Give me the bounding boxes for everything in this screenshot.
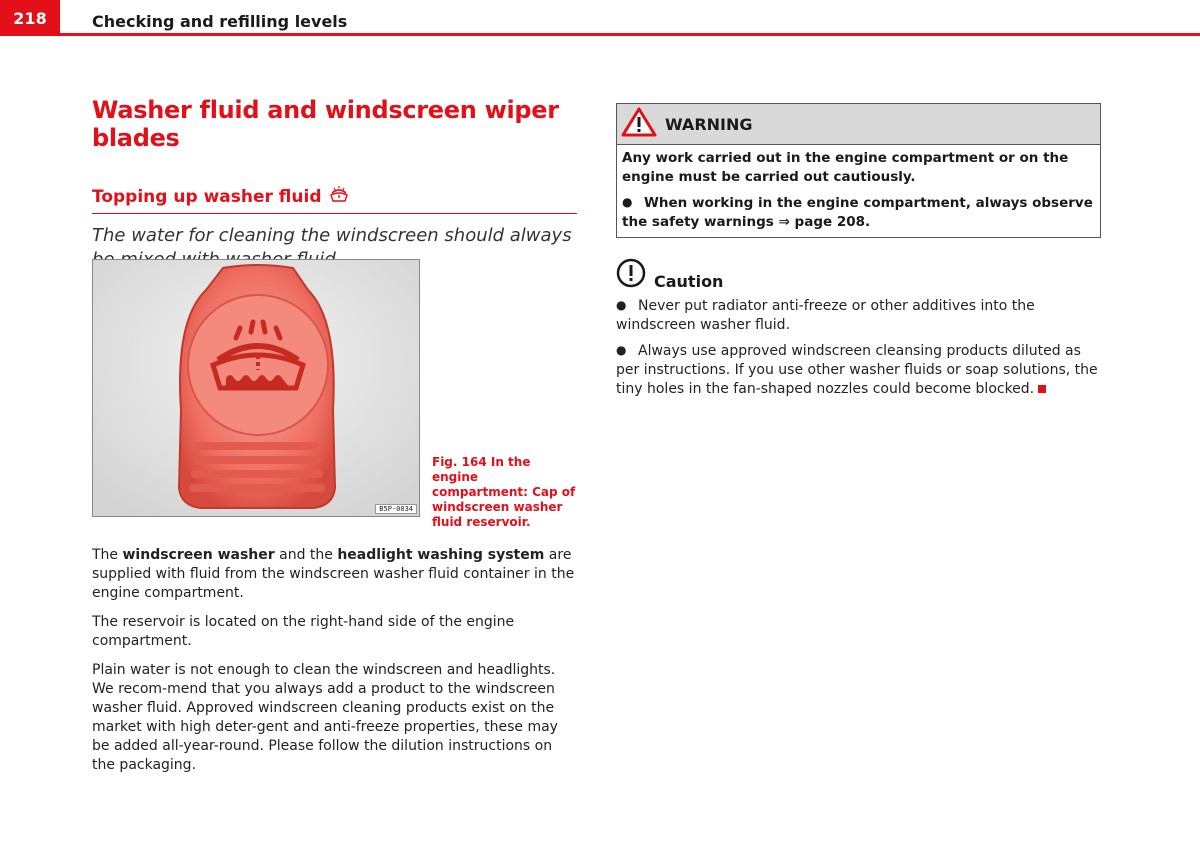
warning-triangle-icon — [621, 107, 657, 141]
body-paragraph-3: Plain water is not enough to clean the windscreen and headlights. We recom-mend that you always add a product to the windscreen washer fluid. Approved windscreen cleaning products exist on the market with high deter-gent and anti-freeze properties, these may be added all-year-round. Please follow the dilution instructions on the packaging. — [92, 662, 558, 773]
section-title: Washer fluid and windscreen wiper blades — [92, 96, 559, 152]
body-text — [92, 546, 577, 785]
section-end-icon — [1038, 385, 1046, 393]
header-title: Checking and refilling levels — [92, 12, 348, 31]
caution-header — [616, 258, 1101, 292]
p1-text-c: are supplied with fluid from the windscreen washer fluid container in the engine compartment. — [92, 547, 575, 601]
figure-caption: Fig. 164 In the engine compartment: Cap of windscreen washer fluid reservoir. — [432, 455, 576, 529]
body-paragraph-1 — [92, 546, 577, 603]
warning-body — [617, 145, 1100, 237]
bullet-icon: ● — [616, 343, 627, 357]
caution-body — [616, 296, 1101, 399]
warning-text: Any work carried out in the engine compartment or on the engine must be carried out cautiously. — [622, 150, 1069, 185]
bullet-icon: ● — [616, 298, 627, 312]
left-column — [92, 96, 577, 272]
p1-text-a: The — [92, 547, 123, 563]
warning-title: WARNING — [665, 114, 753, 134]
body-paragraph-2: The reservoir is located on the right-hand side of the engine compartment. — [92, 614, 515, 649]
p1-text-b: and the — [274, 547, 338, 563]
warning-header — [617, 104, 1100, 145]
caution-bullet-1-text: Never put radiator anti-freeze or other additives into the windscreen washer fluid. — [616, 298, 1035, 333]
p1-bold-headlight-washing: headlight washing system — [337, 547, 545, 563]
arrow-right-icon: ⇒ — [778, 214, 790, 230]
subsection-title: Topping up washer fluid — [92, 186, 322, 207]
washer-cap-illustration — [93, 260, 419, 516]
warning-page-ref[interactable]: page 208. — [789, 214, 871, 230]
caution-bullet-2 — [616, 341, 1101, 399]
warning-box — [616, 103, 1101, 238]
warning-bullet — [622, 193, 1095, 232]
bullet-icon: ● — [622, 195, 633, 209]
p1-bold-windscreen-washer: windscreen washer — [122, 547, 275, 563]
caution-bullet-1 — [616, 296, 1101, 335]
header-rule — [60, 33, 1200, 36]
caution-exclamation-icon — [616, 258, 646, 292]
intro-text: The water for cleaning the windscreen should always — [92, 225, 572, 246]
subsection-heading — [92, 184, 577, 214]
figure-code: B5P-0034 — [375, 504, 417, 514]
caution-title: Caution — [654, 272, 724, 291]
warning-bullet-text: When working in the engine compartment, always observe the safety warnings — [622, 195, 1093, 230]
page-number: 218 — [0, 0, 60, 36]
washer-fluid-icon — [328, 184, 350, 209]
caution-bullet-2-text: Always use approved windscreen cleansing products diluted as per instructions. If you use other washer fluids or soap solutions, the tiny holes in the fan-shaped nozzles could become blocked. — [616, 343, 1098, 397]
right-column — [616, 103, 1101, 405]
figure-washer-cap — [92, 259, 420, 517]
